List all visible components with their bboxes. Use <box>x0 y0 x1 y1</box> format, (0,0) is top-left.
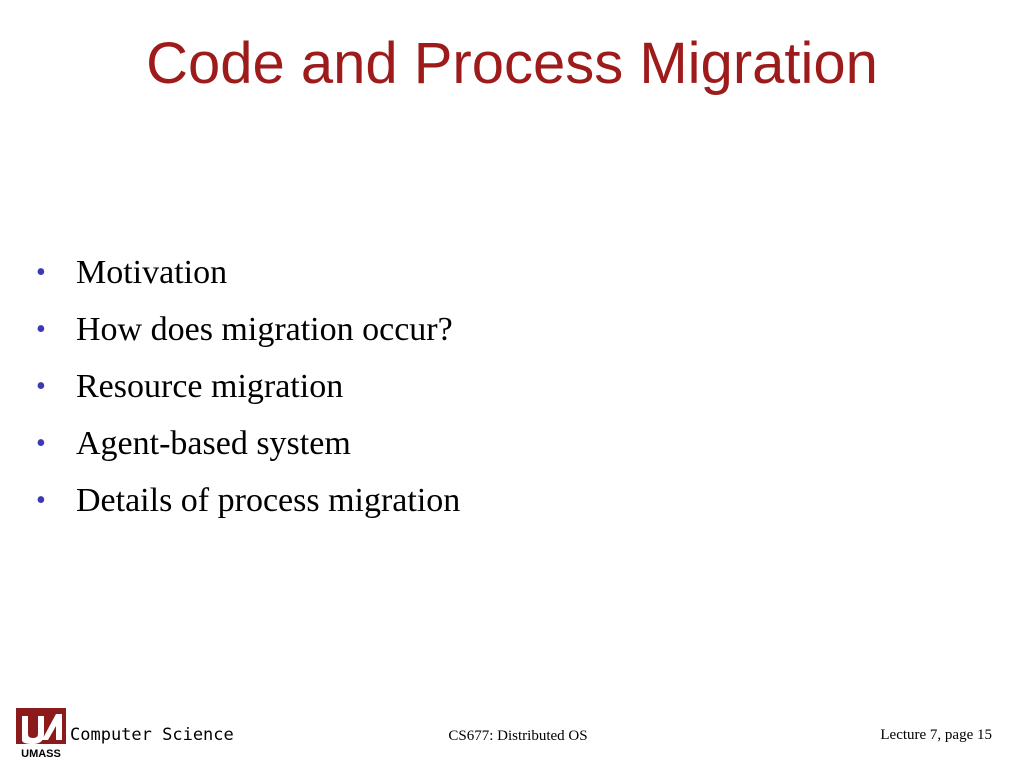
bullet-text: Motivation <box>76 254 228 291</box>
bullet-text: Resource migration <box>76 368 344 405</box>
bullet-text: How does migration occur? <box>76 311 453 348</box>
bullet-icon: • <box>36 257 46 288</box>
bullet-item <box>30 415 460 472</box>
bullet-icon: • <box>36 428 46 459</box>
footer-course: CS677: Distributed OS <box>448 728 588 744</box>
bullet-text: Details of process migration <box>76 482 461 519</box>
slide-title: Code and Process Migration <box>146 31 878 96</box>
bullet-text: Agent-based system <box>76 425 351 462</box>
bullet-list <box>30 244 460 529</box>
bullet-item <box>30 358 460 415</box>
bullet-item <box>30 301 460 358</box>
bullet-item <box>30 244 460 301</box>
bullet-icon: • <box>36 485 46 516</box>
bullet-item <box>30 472 460 529</box>
footer-page-number: Lecture 7, page 15 <box>880 727 992 743</box>
logo-text: UMASS <box>21 748 61 760</box>
footer-department: Computer Science <box>70 725 234 745</box>
bullet-icon: • <box>36 371 46 402</box>
bullet-icon: • <box>36 314 46 345</box>
